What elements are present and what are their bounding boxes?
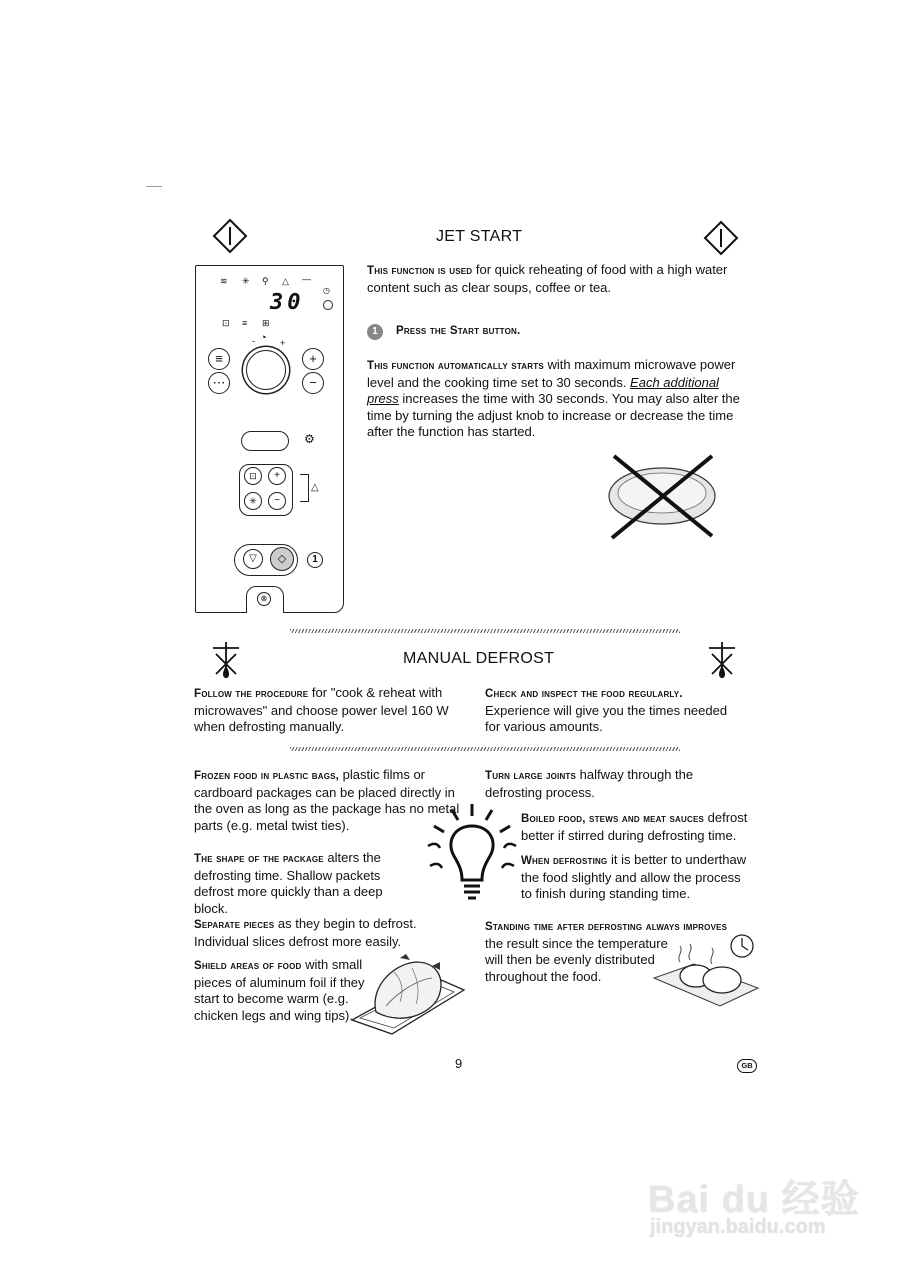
chicken-foil-illustration [346,950,468,1040]
keypad-menu-button: ⊡ [244,467,262,485]
jet-start-auto [367,357,749,441]
jet-start-icon-right [703,220,739,256]
start-oval-button [241,431,289,451]
auto-lead: This function automatically starts [367,360,544,372]
auto-text-1: with maximum microwave power level and the cooking time set to 30 seconds. [367,357,736,390]
grill-icon: ≋ [220,276,228,286]
margin-mark [146,186,162,187]
keypad-lock-icon: △ [311,482,319,493]
standing-time-illustration [650,932,760,1008]
shape-text: alters the defrosting time. Shallow packets defrost more quickly than a deep block. [194,850,383,916]
light-bulb-icon [424,802,520,902]
tip-boiled [521,810,753,844]
step-text: Press the Start button. [396,325,521,337]
grill-button: ≡ [208,348,230,370]
defrost-follow [194,685,469,736]
check-lead: Check and inspect the food regularly. [485,688,683,700]
boiled-text: defrost better if stirred during defrosting time. [521,810,748,843]
manual-defrost-title: MANUAL DEFROST [403,650,555,667]
dash-icon: — [302,274,311,284]
joints-text: halfway through the defrosting process. [485,767,694,800]
lock-icon: △ [282,276,289,286]
jet-start-title: JET START [436,228,523,245]
defrost-icon-right [706,640,738,680]
bulb-icon: ⚲ [262,276,269,286]
section-divider-1 [290,629,680,633]
when-text: it is better to underthaw the food slightly and allow the process to finish during standing time. [521,852,747,901]
door-release-icon: ⊗ [257,592,271,606]
knob-clock-icon: ◔ [260,332,267,344]
knob-plus-label: + [280,338,286,348]
control-panel-illustration [195,265,344,613]
jet-start-intro [367,262,747,296]
tip-separate [194,916,434,950]
shield-lead: Shield areas of food [194,960,302,972]
jet-start-icon-left [212,218,248,254]
watermark-brand: Bai du 经验 [648,1179,860,1221]
crisp-icon: ⊞ [262,318,270,328]
tip-shape [194,850,416,917]
crossed-plate-illustration [604,452,720,542]
panel-callout-number: 1 [307,552,323,568]
light-icon: ⚙ [304,432,315,446]
keypad-defrost-button: ✳ [244,492,262,510]
standing-text: the result since the temperature will then be evenly distributed throughout the food. [485,935,668,984]
frozen-text: plastic films or cardboard packages can be placed directly in the oven as long as the package has no metal parts (e.g. metal twist ties). [194,767,460,833]
section-divider-2 [290,747,680,751]
tip-joints [485,767,750,801]
timer-icon: ◷ [323,286,330,295]
follow-text: for "cook & reheat with microwaves" and choose power level 160 W when defrosting manually. [194,685,449,734]
intro-lead: This function is used [367,265,473,277]
step-number-badge: 1 [367,324,383,340]
check-text: Experience will give you the times needed for various amounts. [485,702,728,734]
watermark-url: jingyan.baidu.com [650,1216,826,1238]
plus-button: + [302,348,324,370]
minus-button: − [302,372,324,394]
standing-lead: Standing time after defrosting always improves [485,921,728,933]
back-button: ⋯ [208,372,230,394]
defrost-icon: ✳ [242,276,250,286]
keypad-minus-button: − [268,492,286,510]
when-lead: When defrosting [521,855,608,867]
frozen-lead: Frozen food in plastic bags, [194,770,340,782]
separate-text: as they begin to defrost. Individual slices defrost more easily. [194,916,417,949]
cook-mode-icon: ⊡ [222,318,230,328]
stop-button: ▽ [243,549,263,569]
display-value: 30 [270,290,305,315]
keypad-plus-button: + [268,467,286,485]
follow-lead: Follow the procedure [194,688,309,700]
defrost-icon-left [210,640,242,680]
defrost-check [485,685,740,736]
jet-start-button: ◇ [270,547,294,571]
shield-text: with small pieces of aluminum foil if they start to become warm (e.g. chicken legs and wing tips). [194,957,365,1023]
knob-minus-label: - [252,336,255,346]
separate-lead: Separate pieces [194,919,275,931]
auto-text-2: increases the time with 30 seconds. You may also alter the time by turning the adjust knob to increase or decrease the time after the function has started. [367,391,740,439]
auto-underlined: Each additional press [367,374,719,406]
tip-when [521,852,751,903]
tip-frozen [194,767,462,834]
combi-icon: ≡ [242,318,248,328]
shape-lead: The shape of the package [194,853,324,865]
adjust-knob [246,350,286,390]
page-number: 9 [455,1056,463,1071]
keypad-lock-bracket [300,474,309,502]
country-badge: GB [737,1059,757,1073]
boiled-lead: Boiled food, stews and meat sauces [521,813,705,825]
joints-lead: Turn large joints [485,770,577,782]
clock-indicator-icon [323,300,333,310]
intro-text: for quick reheating of food with a high water content such as clear soups, coffee or tea. [367,262,728,295]
